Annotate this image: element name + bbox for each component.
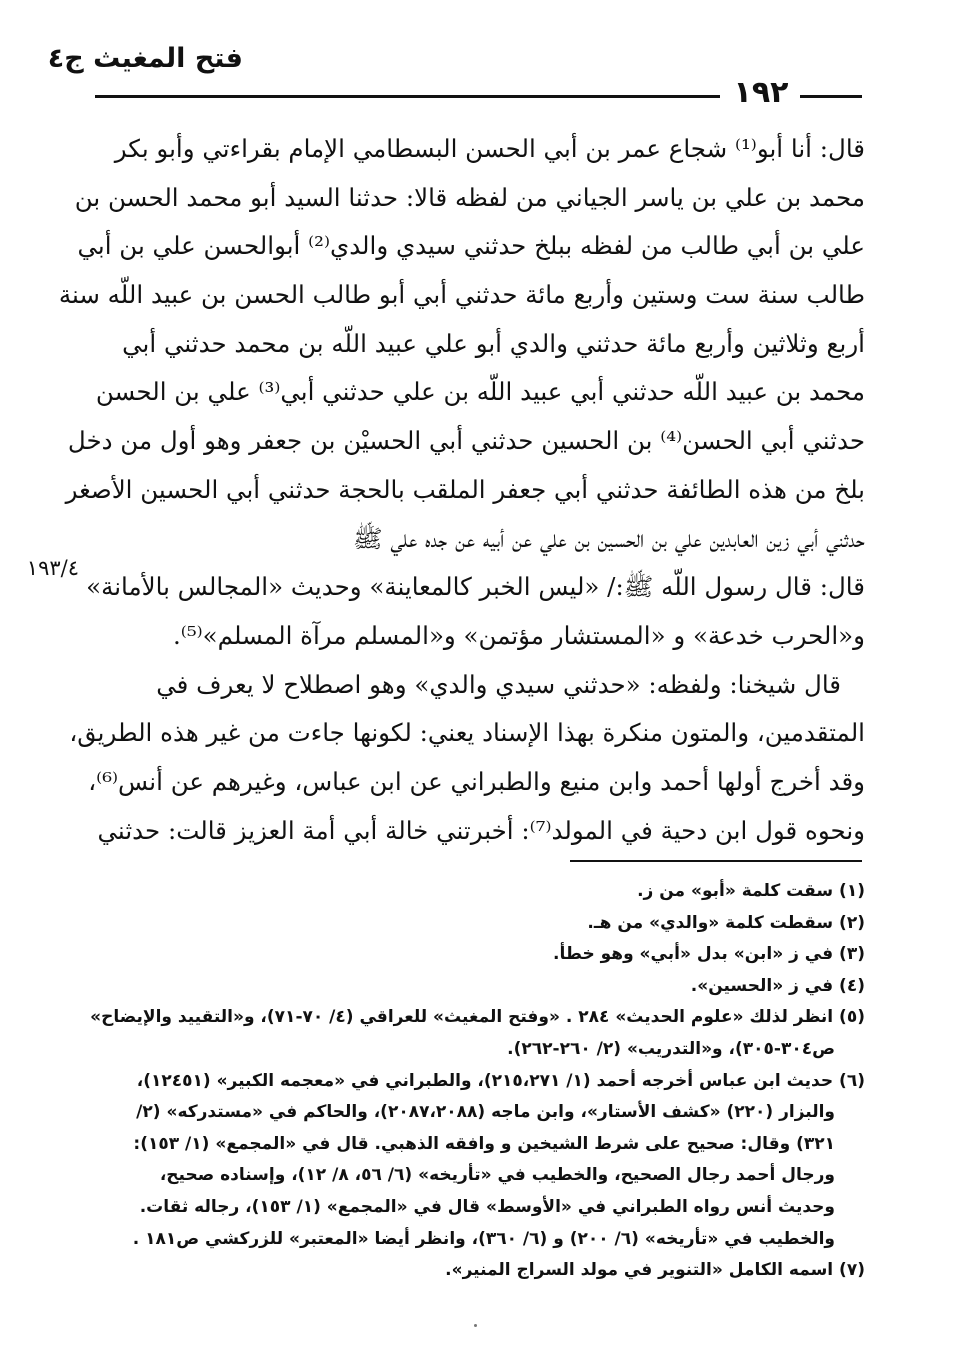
footnote-line: وحديث أنس رواه الطبراني في «الأوسط» قال في «المجمع» (١/ ١٥٣)، رجاله ثقات. — [139, 1196, 835, 1217]
main-text — [58, 125, 865, 855]
text-line: قال: قال رسول اللّه ﷺ:/ «ليس الخبر كالمعاينة» وحديث «المجالس بالأمانة» — [86, 572, 865, 602]
footnote-line: (٦) حديث ابن عباس أخرجه أحمد (١/ ٢١٥،٢٧١)، والطبراني في «معجمه الكبير» (١٢٤٥١)، — [136, 1070, 865, 1091]
scan-speck — [474, 1324, 477, 1327]
text-line: ونحوه قول ابن دحية في المولد⁽⁷⁾: أخبرتني خالة أبي أمة العزيز قالت: حدثني — [97, 815, 865, 845]
text-line-paragraph-start: قال شيخنا: ولفظه: «حدثني سيدي والدي» وهو اصطلاح لا يعرف في — [156, 669, 841, 699]
footnotes — [88, 876, 865, 1287]
text-line: وقد أخرج أولها أحمد وابن منيع والطبراني عن ابن عباس، وغيرهم عن أنس⁽⁶⁾، — [88, 766, 865, 796]
footnote-separator — [570, 860, 862, 862]
text-line: المتقدمين، والمتون منكرة بهذا الإسناد يعني: لكونها جاءت من غير هذه الطريق، — [69, 718, 865, 748]
running-title: فتح المغيث ج٤ — [47, 43, 243, 74]
footnote-line: والخطيب في «تأريخه» (٦/ ٢٠٠) و (٦/ ٣٦٠)، وانظر أيضا «المعتبر» للزركشي ص١٨١ . — [132, 1228, 835, 1249]
footnote-line: (٧) اسمه الكامل «التنوير في مولد السراج المنير». — [445, 1260, 865, 1281]
text-line: قال: أنا أبو⁽¹⁾ شجاع عمر بن أبي الحسن البسطامي الإمام بقراءتي وأبو بكر — [114, 134, 865, 163]
footnote-line: (٢) سقطت كلمة «والدي» من هـ. — [587, 912, 865, 933]
text-line: حدثني أبي الحسن⁽⁴⁾ بن الحسين حدثني أبي الحسيْن بن جعفر وهو أول من دخل — [67, 426, 865, 456]
header-rule — [95, 95, 720, 98]
footnote-line: (١) سقت كلمة «أبو» من ز. — [637, 881, 865, 901]
footnote-line: (٥) انظر لذلك «علوم الحديث» ٢٨٤ . «وفتح المغيث» للعراقي (٤/ ٧٠-٧١)، و«التقييد والإيضاح» — [90, 1007, 865, 1028]
text-line: و«الحرب خدعة» و «المستشار مؤتمن» و«المسلم مرآة المسلم»⁽⁵⁾. — [173, 620, 865, 650]
text-line: طالب سنة ست وستين وأربع مائة حدثني أبي أبو طالب الحسن بن عبيد اللّه سنة — [58, 280, 865, 310]
footnote-line: ورجال أحمد رجال الصحيح، والخطيب في «تأريخه» (٦/ ٥٦، ٨/ ١٢)، وإسناده صحيح، — [159, 1165, 835, 1186]
text-line: أربع وثلاثين وأربع مائة حدثني والدي أبو علي عبيد اللّه بن محمد حدثني أبي — [122, 328, 865, 358]
text-line: محمد بن علي بن ياسر الجياني من لفظه قالا: حدثنا السيد أبو محمد الحسن بن — [74, 182, 865, 212]
margin-page-reference: ١٩٣/٤ — [26, 556, 79, 580]
footnote-line: ٣٢١) وقال: صحيح على شرط الشيخين و وافقه الذهبي. قال في «المجمع» (١/ ١٥٣): — [133, 1133, 835, 1154]
footnote-line: ص٣٠٤-٣٠٥)، و«التدريب» (٢/ ٢٦٠-٢٦٢). — [507, 1038, 835, 1059]
footnote-line: (٤) في ز «الحسين». — [690, 975, 865, 996]
footnote-line: والبزار (٢٢٠) «كشف الأستار»، وابن ماجه (٢٠٨٧،٢٠٨٨)، والحاكم في «مستدركه» (٢/ — [136, 1102, 835, 1123]
text-line: محمد بن عبيد اللّه حدثني أبي عبيد اللّه بن علي حدثني أبي⁽³⁾ علي بن الحسن — [95, 377, 865, 407]
footnote-line: (٣) في ز «ابن» بدل «أبي» وهو خطأ. — [553, 944, 865, 965]
text-line: بلخ من هذه الطائفة حدثني أبي جعفر الملقب بالحجة حدثني أبي الحسين الأصغر — [65, 474, 865, 504]
page-number: ١٩٢ — [733, 75, 789, 110]
header-rule-end — [800, 95, 862, 98]
text-line: علي بن أبي طالب من لفظه ببلخ حدثني سيدي والدي⁽²⁾ أبوالحسن علي بن أبي — [77, 231, 865, 261]
text-line: حدثني أبي زين العابدين علي بن الحسين بن علي عن أبيه عن جده علي ﷺ — [353, 523, 865, 553]
